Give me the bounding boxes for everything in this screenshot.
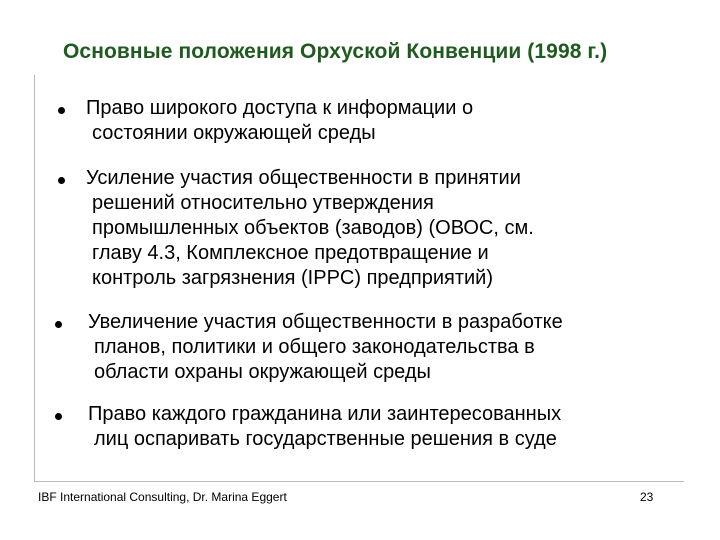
bullet-line: Увеличение участия общественности в разработке bbox=[88, 311, 563, 333]
slide-title: Основные положения Орхуской Конвенции (1998 г.) bbox=[63, 40, 608, 63]
bullet-line: Усиление участия общественности в принятии bbox=[86, 167, 521, 189]
footer-divider bbox=[34, 481, 684, 482]
bullet-dot-icon bbox=[55, 413, 62, 420]
bullet-line: решений относительно утверждения bbox=[92, 192, 434, 214]
bullet-line: Право широкого доступа к информации о bbox=[86, 97, 474, 119]
footer-credit: IBF International Consulting, Dr. Marina Eggert bbox=[38, 490, 287, 504]
bullet-line: промышленных объектов (заводов) (ОВОС, см. bbox=[92, 217, 534, 239]
bullet-dot-icon bbox=[58, 177, 65, 184]
bullet-dot-icon bbox=[55, 321, 62, 328]
bullet-line: Право каждого гражданина или заинтересованных bbox=[88, 403, 562, 425]
page-number: 23 bbox=[640, 490, 654, 504]
left-border-line bbox=[34, 75, 35, 481]
bullet-dot-icon bbox=[58, 107, 65, 114]
bullet-line: состоянии окружающей среды bbox=[92, 122, 376, 144]
bullet-line: главу 4.3, Комплексное предотвращение и bbox=[92, 242, 489, 264]
bullet-line: лиц оспаривать государственные решения в суде bbox=[94, 428, 557, 450]
bullet-line: контроль загрязнения (IPPC) предприятий) bbox=[92, 267, 493, 289]
bullet-line: планов, политики и общего законодательства в bbox=[94, 336, 535, 358]
bullet-line: области охраны окружающей среды bbox=[94, 361, 431, 383]
